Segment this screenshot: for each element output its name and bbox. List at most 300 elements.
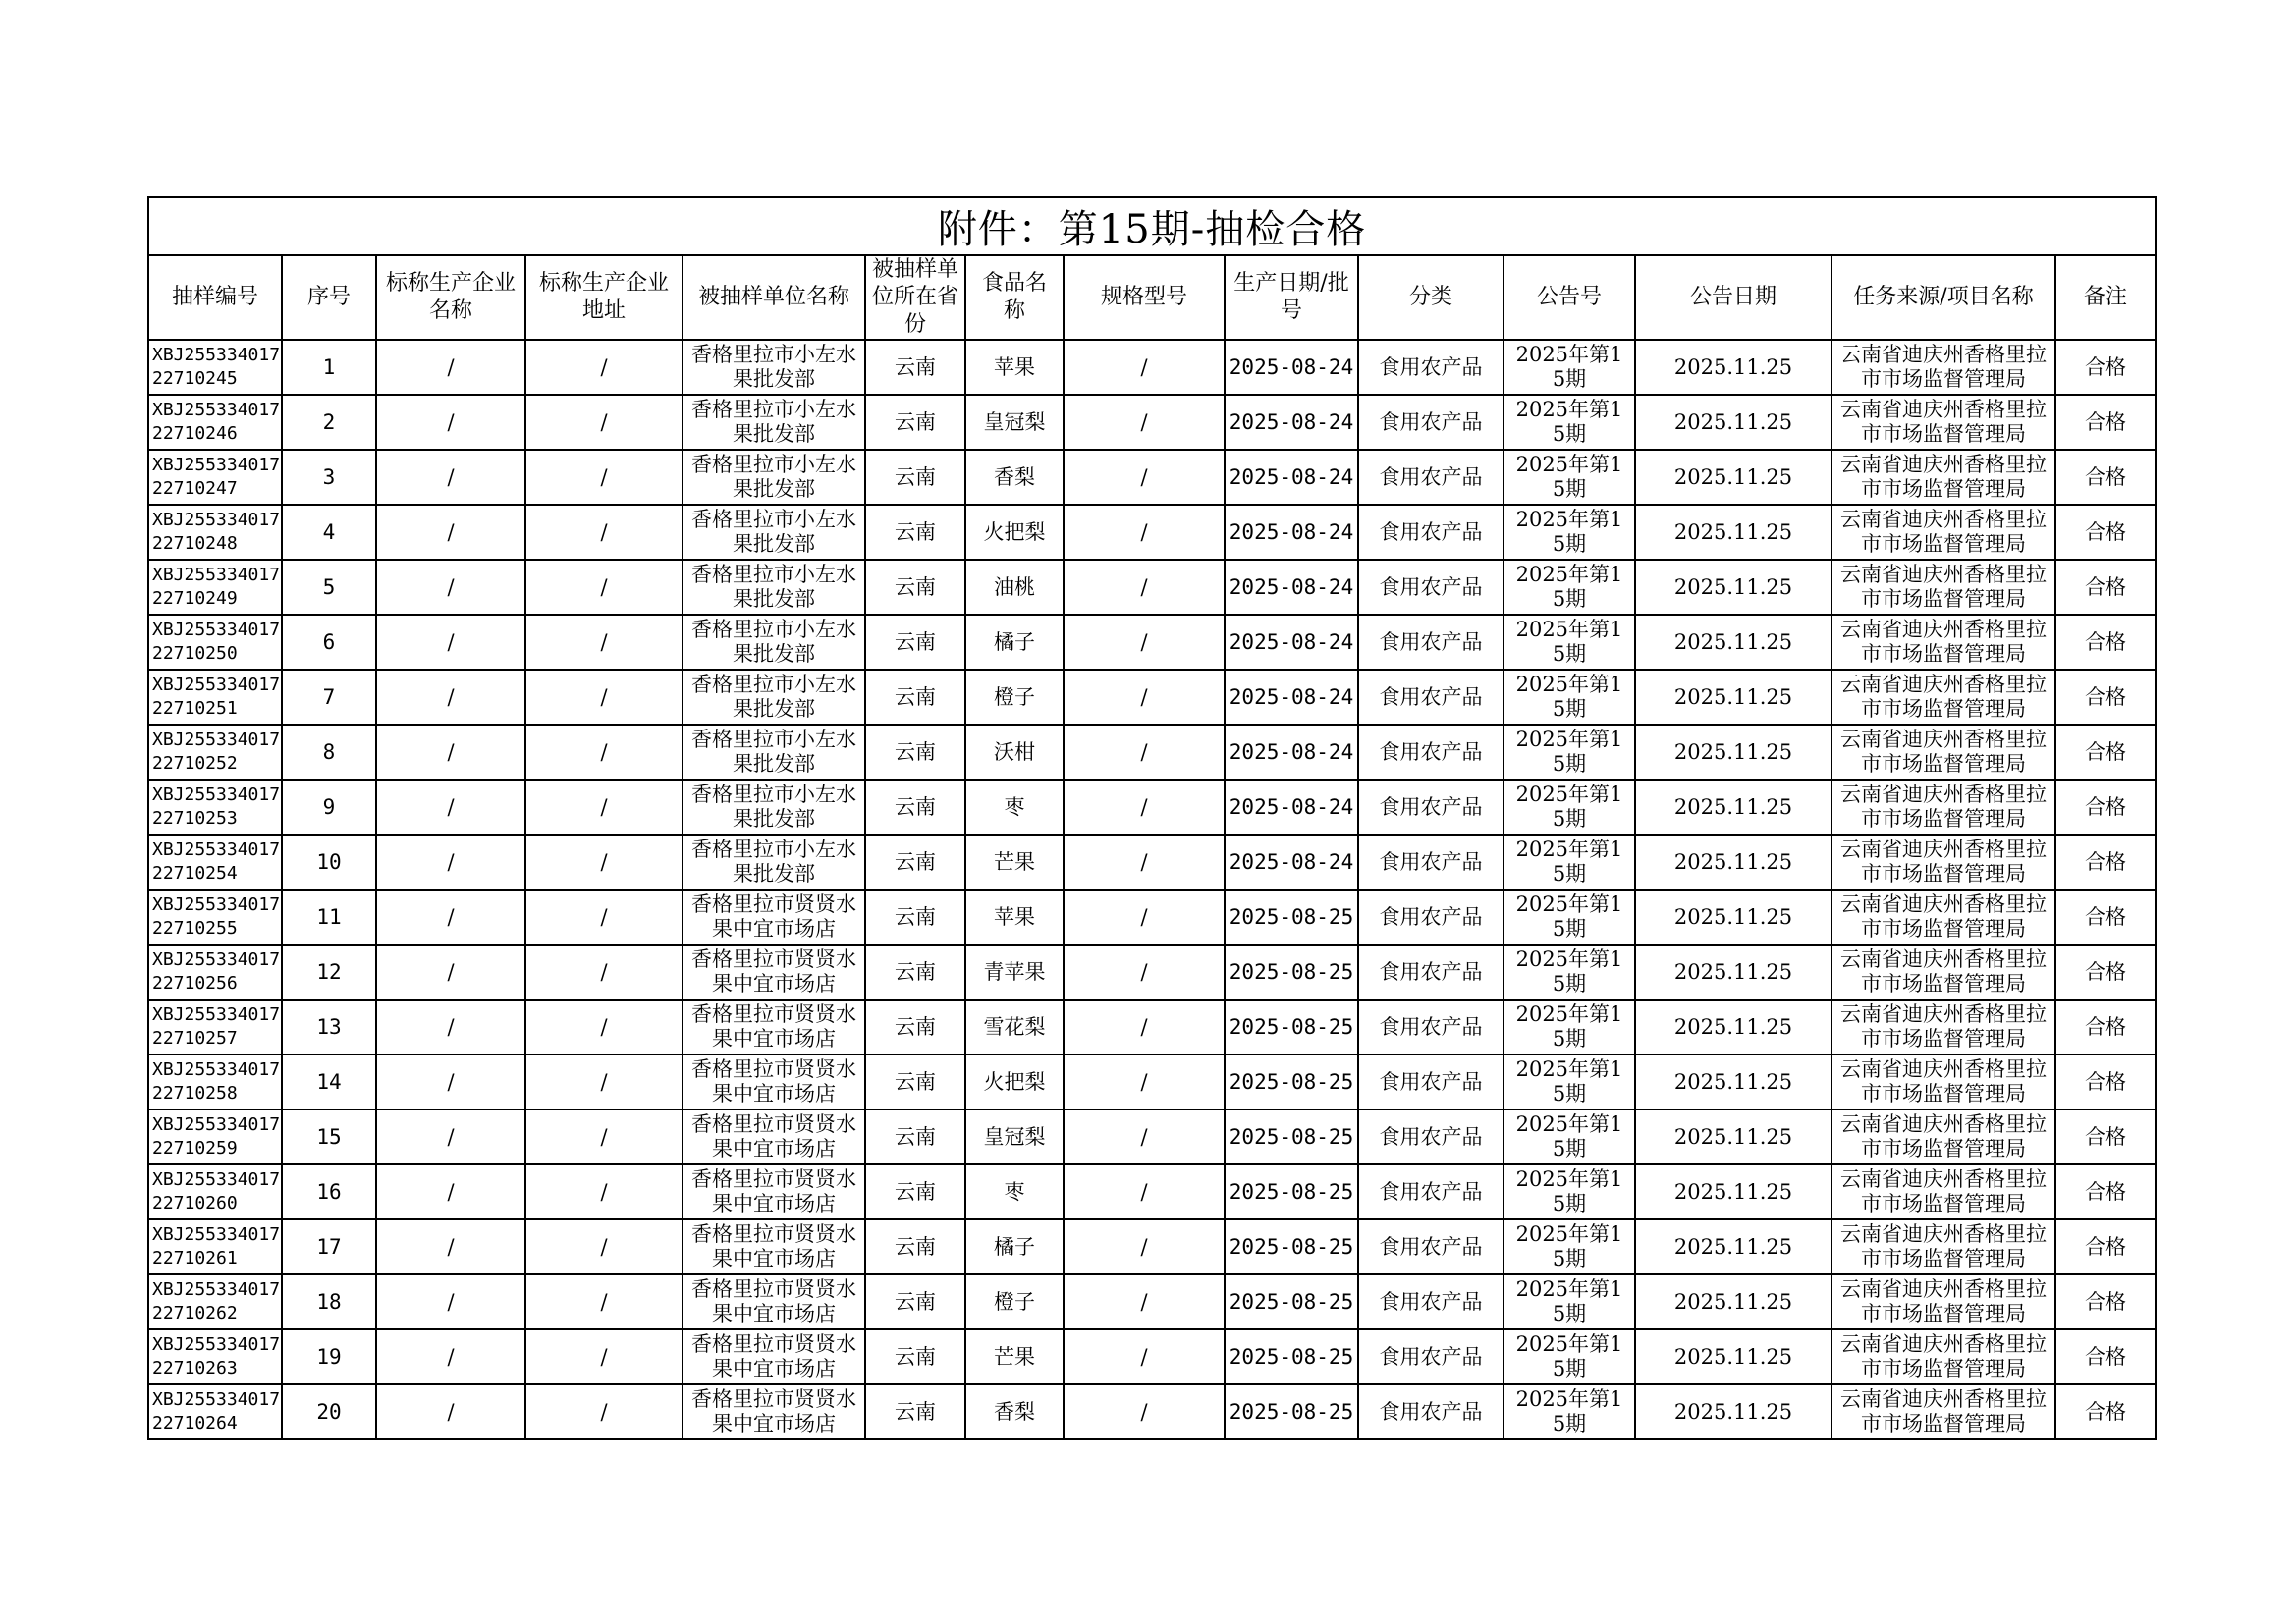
production-date-cell: 2025-08-24 [1225, 395, 1358, 450]
spec-cell: / [1064, 1000, 1225, 1055]
food-name-cell: 芒果 [965, 1329, 1064, 1384]
sampled-unit-cell: 香格里拉市贤贤水果中宜市场店 [683, 1274, 865, 1329]
seq-cell: 3 [282, 450, 376, 505]
spec-cell: / [1064, 1384, 1225, 1439]
province-cell: 云南 [865, 1109, 965, 1164]
province-cell: 云南 [865, 1274, 965, 1329]
sampled-unit-cell: 香格里拉市贤贤水果中宜市场店 [683, 1109, 865, 1164]
food-name-cell: 芒果 [965, 835, 1064, 890]
mfr-name-cell: / [376, 1384, 525, 1439]
seq-cell: 4 [282, 505, 376, 560]
table-row [148, 725, 2156, 780]
table-row [148, 1109, 2156, 1164]
mfr-name-cell: / [376, 780, 525, 835]
notice-no-cell: 2025年第15期 [1503, 1000, 1635, 1055]
sample-code-cell: XBJ25533401722710249 [148, 560, 282, 615]
mfr-address-cell: / [525, 780, 683, 835]
category-cell: 食用农产品 [1358, 945, 1503, 1000]
production-date-cell: 2025-08-24 [1225, 615, 1358, 670]
food-name-cell: 青苹果 [965, 945, 1064, 1000]
task-source-cell: 云南省迪庆州香格里拉市市场监督管理局 [1831, 835, 2055, 890]
spec-cell: / [1064, 395, 1225, 450]
spec-cell: / [1064, 340, 1225, 395]
production-date-cell: 2025-08-24 [1225, 670, 1358, 725]
province-cell: 云南 [865, 340, 965, 395]
spec-cell: / [1064, 1329, 1225, 1384]
table-row [148, 670, 2156, 725]
notice-no-cell: 2025年第15期 [1503, 835, 1635, 890]
task-source-cell: 云南省迪庆州香格里拉市市场监督管理局 [1831, 1000, 2055, 1055]
task-source-cell: 云南省迪庆州香格里拉市市场监督管理局 [1831, 945, 2055, 1000]
sampled-unit-cell: 香格里拉市贤贤水果中宜市场店 [683, 1219, 865, 1274]
category-cell: 食用农产品 [1358, 1164, 1503, 1219]
mfr-address-cell: / [525, 1384, 683, 1439]
header-task-source: 任务来源/项目名称 [1831, 255, 2055, 340]
mfr-address-cell: / [525, 835, 683, 890]
seq-cell: 16 [282, 1164, 376, 1219]
notice-no-cell: 2025年第15期 [1503, 780, 1635, 835]
sample-code-cell: XBJ25533401722710257 [148, 1000, 282, 1055]
category-cell: 食用农产品 [1358, 615, 1503, 670]
food-name-cell: 橘子 [965, 1219, 1064, 1274]
task-source-cell: 云南省迪庆州香格里拉市市场监督管理局 [1831, 890, 2055, 945]
notice-date-cell: 2025.11.25 [1635, 780, 1831, 835]
category-cell: 食用农产品 [1358, 1274, 1503, 1329]
seq-cell: 1 [282, 340, 376, 395]
table-row [148, 1329, 2156, 1384]
table-row [148, 1219, 2156, 1274]
notice-date-cell: 2025.11.25 [1635, 340, 1831, 395]
category-cell: 食用农产品 [1358, 395, 1503, 450]
spec-cell: / [1064, 450, 1225, 505]
remark-cell: 合格 [2055, 945, 2156, 1000]
remark-cell: 合格 [2055, 1219, 2156, 1274]
sampled-unit-cell: 香格里拉市贤贤水果中宜市场店 [683, 1055, 865, 1109]
notice-date-cell: 2025.11.25 [1635, 1000, 1831, 1055]
seq-cell: 7 [282, 670, 376, 725]
task-source-cell: 云南省迪庆州香格里拉市市场监督管理局 [1831, 1219, 2055, 1274]
category-cell: 食用农产品 [1358, 340, 1503, 395]
food-name-cell: 枣 [965, 780, 1064, 835]
production-date-cell: 2025-08-24 [1225, 725, 1358, 780]
province-cell: 云南 [865, 450, 965, 505]
remark-cell: 合格 [2055, 1384, 2156, 1439]
header-production-date: 生产日期/批号 [1225, 255, 1358, 340]
task-source-cell: 云南省迪庆州香格里拉市市场监督管理局 [1831, 340, 2055, 395]
spec-cell: / [1064, 1109, 1225, 1164]
category-cell: 食用农产品 [1358, 450, 1503, 505]
sample-code-cell: XBJ25533401722710255 [148, 890, 282, 945]
sampled-unit-cell: 香格里拉市贤贤水果中宜市场店 [683, 945, 865, 1000]
province-cell: 云南 [865, 1000, 965, 1055]
province-cell: 云南 [865, 725, 965, 780]
province-cell: 云南 [865, 835, 965, 890]
mfr-address-cell: / [525, 1000, 683, 1055]
seq-cell: 15 [282, 1109, 376, 1164]
remark-cell: 合格 [2055, 1055, 2156, 1109]
spec-cell: / [1064, 1055, 1225, 1109]
sample-code-cell: XBJ25533401722710260 [148, 1164, 282, 1219]
spec-cell: / [1064, 1164, 1225, 1219]
remark-cell: 合格 [2055, 560, 2156, 615]
notice-date-cell: 2025.11.25 [1635, 1274, 1831, 1329]
mfr-address-cell: / [525, 1219, 683, 1274]
spec-cell: / [1064, 890, 1225, 945]
mfr-address-cell: / [525, 560, 683, 615]
province-cell: 云南 [865, 1329, 965, 1384]
mfr-address-cell: / [525, 1109, 683, 1164]
task-source-cell: 云南省迪庆州香格里拉市市场监督管理局 [1831, 615, 2055, 670]
food-name-cell: 雪花梨 [965, 1000, 1064, 1055]
notice-date-cell: 2025.11.25 [1635, 945, 1831, 1000]
remark-cell: 合格 [2055, 340, 2156, 395]
header-notice-no: 公告号 [1503, 255, 1635, 340]
mfr-address-cell: / [525, 1164, 683, 1219]
production-date-cell: 2025-08-25 [1225, 1055, 1358, 1109]
category-cell: 食用农产品 [1358, 1219, 1503, 1274]
food-name-cell: 橙子 [965, 1274, 1064, 1329]
remark-cell: 合格 [2055, 395, 2156, 450]
notice-no-cell: 2025年第15期 [1503, 505, 1635, 560]
table-row [148, 395, 2156, 450]
sampled-unit-cell: 香格里拉市贤贤水果中宜市场店 [683, 1000, 865, 1055]
notice-no-cell: 2025年第15期 [1503, 1219, 1635, 1274]
spec-cell: / [1064, 945, 1225, 1000]
remark-cell: 合格 [2055, 450, 2156, 505]
remark-cell: 合格 [2055, 670, 2156, 725]
category-cell: 食用农产品 [1358, 1055, 1503, 1109]
province-cell: 云南 [865, 945, 965, 1000]
province-cell: 云南 [865, 1164, 965, 1219]
task-source-cell: 云南省迪庆州香格里拉市市场监督管理局 [1831, 1109, 2055, 1164]
table-row [148, 1000, 2156, 1055]
notice-no-cell: 2025年第15期 [1503, 340, 1635, 395]
production-date-cell: 2025-08-24 [1225, 450, 1358, 505]
spec-cell: / [1064, 615, 1225, 670]
spec-cell: / [1064, 725, 1225, 780]
notice-no-cell: 2025年第15期 [1503, 945, 1635, 1000]
sample-code-cell: XBJ25533401722710259 [148, 1109, 282, 1164]
remark-cell: 合格 [2055, 1109, 2156, 1164]
food-name-cell: 火把梨 [965, 1055, 1064, 1109]
province-cell: 云南 [865, 780, 965, 835]
task-source-cell: 云南省迪庆州香格里拉市市场监督管理局 [1831, 450, 2055, 505]
notice-date-cell: 2025.11.25 [1635, 1219, 1831, 1274]
table-body [148, 340, 2156, 1439]
table-row [148, 560, 2156, 615]
notice-date-cell: 2025.11.25 [1635, 615, 1831, 670]
notice-date-cell: 2025.11.25 [1635, 1109, 1831, 1164]
sampled-unit-cell: 香格里拉市小左水果批发部 [683, 835, 865, 890]
sample-code-cell: XBJ25533401722710250 [148, 615, 282, 670]
category-cell: 食用农产品 [1358, 505, 1503, 560]
notice-date-cell: 2025.11.25 [1635, 1329, 1831, 1384]
seq-cell: 14 [282, 1055, 376, 1109]
notice-date-cell: 2025.11.25 [1635, 725, 1831, 780]
province-cell: 云南 [865, 1219, 965, 1274]
mfr-name-cell: / [376, 1274, 525, 1329]
food-name-cell: 沃柑 [965, 725, 1064, 780]
sample-code-cell: XBJ25533401722710264 [148, 1384, 282, 1439]
sample-code-cell: XBJ25533401722710246 [148, 395, 282, 450]
notice-no-cell: 2025年第15期 [1503, 1109, 1635, 1164]
production-date-cell: 2025-08-24 [1225, 505, 1358, 560]
task-source-cell: 云南省迪庆州香格里拉市市场监督管理局 [1831, 1055, 2055, 1109]
mfr-name-cell: / [376, 835, 525, 890]
mfr-address-cell: / [525, 725, 683, 780]
seq-cell: 8 [282, 725, 376, 780]
province-cell: 云南 [865, 890, 965, 945]
sampled-unit-cell: 香格里拉市小左水果批发部 [683, 395, 865, 450]
food-name-cell: 油桃 [965, 560, 1064, 615]
mfr-name-cell: / [376, 450, 525, 505]
task-source-cell: 云南省迪庆州香格里拉市市场监督管理局 [1831, 725, 2055, 780]
sampled-unit-cell: 香格里拉市贤贤水果中宜市场店 [683, 1384, 865, 1439]
table-row [148, 340, 2156, 395]
notice-date-cell: 2025.11.25 [1635, 835, 1831, 890]
table-row [148, 890, 2156, 945]
province-cell: 云南 [865, 560, 965, 615]
mfr-address-cell: / [525, 615, 683, 670]
seq-cell: 6 [282, 615, 376, 670]
task-source-cell: 云南省迪庆州香格里拉市市场监督管理局 [1831, 780, 2055, 835]
header-province: 被抽样单位所在省份 [865, 255, 965, 340]
category-cell: 食用农产品 [1358, 670, 1503, 725]
spec-cell: / [1064, 780, 1225, 835]
production-date-cell: 2025-08-25 [1225, 1109, 1358, 1164]
seq-cell: 20 [282, 1384, 376, 1439]
seq-cell: 11 [282, 890, 376, 945]
province-cell: 云南 [865, 670, 965, 725]
notice-no-cell: 2025年第15期 [1503, 615, 1635, 670]
sample-code-cell: XBJ25533401722710252 [148, 725, 282, 780]
mfr-name-cell: / [376, 890, 525, 945]
production-date-cell: 2025-08-24 [1225, 780, 1358, 835]
sample-code-cell: XBJ25533401722710253 [148, 780, 282, 835]
notice-no-cell: 2025年第15期 [1503, 1329, 1635, 1384]
sampled-unit-cell: 香格里拉市小左水果批发部 [683, 560, 865, 615]
food-name-cell: 香梨 [965, 450, 1064, 505]
production-date-cell: 2025-08-25 [1225, 890, 1358, 945]
sample-code-cell: XBJ25533401722710261 [148, 1219, 282, 1274]
production-date-cell: 2025-08-25 [1225, 945, 1358, 1000]
table-row [148, 615, 2156, 670]
inspection-results-table [147, 196, 2157, 1440]
sampled-unit-cell: 香格里拉市小左水果批发部 [683, 725, 865, 780]
table-row [148, 1274, 2156, 1329]
notice-date-cell: 2025.11.25 [1635, 670, 1831, 725]
seq-cell: 12 [282, 945, 376, 1000]
sampled-unit-cell: 香格里拉市贤贤水果中宜市场店 [683, 1329, 865, 1384]
table-row [148, 1055, 2156, 1109]
table-row [148, 780, 2156, 835]
header-notice-date: 公告日期 [1635, 255, 1831, 340]
sample-code-cell: XBJ25533401722710248 [148, 505, 282, 560]
food-name-cell: 皇冠梨 [965, 395, 1064, 450]
notice-no-cell: 2025年第15期 [1503, 725, 1635, 780]
table-row [148, 505, 2156, 560]
mfr-address-cell: / [525, 1274, 683, 1329]
seq-cell: 18 [282, 1274, 376, 1329]
notice-date-cell: 2025.11.25 [1635, 890, 1831, 945]
category-cell: 食用农产品 [1358, 1000, 1503, 1055]
sampled-unit-cell: 香格里拉市小左水果批发部 [683, 615, 865, 670]
table-row [148, 1164, 2156, 1219]
notice-no-cell: 2025年第15期 [1503, 1055, 1635, 1109]
remark-cell: 合格 [2055, 615, 2156, 670]
task-source-cell: 云南省迪庆州香格里拉市市场监督管理局 [1831, 1274, 2055, 1329]
seq-cell: 10 [282, 835, 376, 890]
mfr-name-cell: / [376, 1055, 525, 1109]
sampled-unit-cell: 香格里拉市小左水果批发部 [683, 505, 865, 560]
mfr-name-cell: / [376, 560, 525, 615]
header-sampled-unit: 被抽样单位名称 [683, 255, 865, 340]
mfr-name-cell: / [376, 945, 525, 1000]
food-name-cell: 枣 [965, 1164, 1064, 1219]
food-name-cell: 橙子 [965, 670, 1064, 725]
category-cell: 食用农产品 [1358, 1109, 1503, 1164]
sample-code-cell: XBJ25533401722710263 [148, 1329, 282, 1384]
notice-no-cell: 2025年第15期 [1503, 670, 1635, 725]
remark-cell: 合格 [2055, 890, 2156, 945]
production-date-cell: 2025-08-25 [1225, 1219, 1358, 1274]
seq-cell: 19 [282, 1329, 376, 1384]
task-source-cell: 云南省迪庆州香格里拉市市场监督管理局 [1831, 670, 2055, 725]
production-date-cell: 2025-08-24 [1225, 340, 1358, 395]
remark-cell: 合格 [2055, 725, 2156, 780]
sample-code-cell: XBJ25533401722710245 [148, 340, 282, 395]
production-date-cell: 2025-08-25 [1225, 1274, 1358, 1329]
category-cell: 食用农产品 [1358, 835, 1503, 890]
remark-cell: 合格 [2055, 835, 2156, 890]
document-title: 附件：第15期-抽检合格 [148, 197, 2156, 255]
sample-code-cell: XBJ25533401722710254 [148, 835, 282, 890]
header-mfr-address: 标称生产企业地址 [525, 255, 683, 340]
province-cell: 云南 [865, 395, 965, 450]
task-source-cell: 云南省迪庆州香格里拉市市场监督管理局 [1831, 1384, 2055, 1439]
mfr-name-cell: / [376, 615, 525, 670]
food-name-cell: 苹果 [965, 890, 1064, 945]
sampled-unit-cell: 香格里拉市小左水果批发部 [683, 780, 865, 835]
header-category: 分类 [1358, 255, 1503, 340]
task-source-cell: 云南省迪庆州香格里拉市市场监督管理局 [1831, 505, 2055, 560]
category-cell: 食用农产品 [1358, 890, 1503, 945]
notice-no-cell: 2025年第15期 [1503, 1384, 1635, 1439]
notice-no-cell: 2025年第15期 [1503, 1274, 1635, 1329]
remark-cell: 合格 [2055, 505, 2156, 560]
category-cell: 食用农产品 [1358, 1329, 1503, 1384]
sampled-unit-cell: 香格里拉市小左水果批发部 [683, 340, 865, 395]
spec-cell: / [1064, 560, 1225, 615]
province-cell: 云南 [865, 1055, 965, 1109]
notice-no-cell: 2025年第15期 [1503, 560, 1635, 615]
mfr-address-cell: / [525, 1055, 683, 1109]
task-source-cell: 云南省迪庆州香格里拉市市场监督管理局 [1831, 395, 2055, 450]
mfr-name-cell: / [376, 1219, 525, 1274]
mfr-address-cell: / [525, 890, 683, 945]
notice-no-cell: 2025年第15期 [1503, 395, 1635, 450]
mfr-address-cell: / [525, 450, 683, 505]
notice-date-cell: 2025.11.25 [1635, 560, 1831, 615]
mfr-name-cell: / [376, 395, 525, 450]
header-spec: 规格型号 [1064, 255, 1225, 340]
mfr-address-cell: / [525, 340, 683, 395]
food-name-cell: 橘子 [965, 615, 1064, 670]
remark-cell: 合格 [2055, 1164, 2156, 1219]
spec-cell: / [1064, 670, 1225, 725]
header-food-name: 食品名称 [965, 255, 1064, 340]
mfr-address-cell: / [525, 945, 683, 1000]
task-source-cell: 云南省迪庆州香格里拉市市场监督管理局 [1831, 1164, 2055, 1219]
header-mfr-name: 标称生产企业名称 [376, 255, 525, 340]
mfr-name-cell: / [376, 725, 525, 780]
mfr-address-cell: / [525, 505, 683, 560]
seq-cell: 17 [282, 1219, 376, 1274]
mfr-address-cell: / [525, 1329, 683, 1384]
category-cell: 食用农产品 [1358, 780, 1503, 835]
mfr-name-cell: / [376, 670, 525, 725]
mfr-address-cell: / [525, 670, 683, 725]
seq-cell: 5 [282, 560, 376, 615]
seq-cell: 9 [282, 780, 376, 835]
sampled-unit-cell: 香格里拉市贤贤水果中宜市场店 [683, 890, 865, 945]
production-date-cell: 2025-08-25 [1225, 1164, 1358, 1219]
notice-date-cell: 2025.11.25 [1635, 450, 1831, 505]
spec-cell: / [1064, 505, 1225, 560]
province-cell: 云南 [865, 505, 965, 560]
mfr-address-cell: / [525, 395, 683, 450]
notice-date-cell: 2025.11.25 [1635, 1055, 1831, 1109]
seq-cell: 2 [282, 395, 376, 450]
province-cell: 云南 [865, 615, 965, 670]
food-name-cell: 皇冠梨 [965, 1109, 1064, 1164]
mfr-name-cell: / [376, 1329, 525, 1384]
food-name-cell: 香梨 [965, 1384, 1064, 1439]
sample-code-cell: XBJ25533401722710251 [148, 670, 282, 725]
sample-code-cell: XBJ25533401722710258 [148, 1055, 282, 1109]
sampled-unit-cell: 香格里拉市小左水果批发部 [683, 450, 865, 505]
production-date-cell: 2025-08-24 [1225, 560, 1358, 615]
mfr-name-cell: / [376, 340, 525, 395]
notice-no-cell: 2025年第15期 [1503, 890, 1635, 945]
header-remark: 备注 [2055, 255, 2156, 340]
mfr-name-cell: / [376, 1164, 525, 1219]
column-header-row [148, 255, 2156, 340]
mfr-name-cell: / [376, 505, 525, 560]
header-sample-code: 抽样编号 [148, 255, 282, 340]
header-seq: 序号 [282, 255, 376, 340]
spec-cell: / [1064, 1219, 1225, 1274]
category-cell: 食用农产品 [1358, 725, 1503, 780]
spec-cell: / [1064, 1274, 1225, 1329]
table-row [148, 945, 2156, 1000]
notice-no-cell: 2025年第15期 [1503, 1164, 1635, 1219]
food-name-cell: 苹果 [965, 340, 1064, 395]
notice-date-cell: 2025.11.25 [1635, 1164, 1831, 1219]
spec-cell: / [1064, 835, 1225, 890]
mfr-name-cell: / [376, 1109, 525, 1164]
task-source-cell: 云南省迪庆州香格里拉市市场监督管理局 [1831, 1329, 2055, 1384]
food-name-cell: 火把梨 [965, 505, 1064, 560]
production-date-cell: 2025-08-25 [1225, 1329, 1358, 1384]
remark-cell: 合格 [2055, 1274, 2156, 1329]
remark-cell: 合格 [2055, 1329, 2156, 1384]
mfr-name-cell: / [376, 1000, 525, 1055]
production-date-cell: 2025-08-25 [1225, 1000, 1358, 1055]
table-row [148, 1384, 2156, 1439]
sampled-unit-cell: 香格里拉市小左水果批发部 [683, 670, 865, 725]
province-cell: 云南 [865, 1384, 965, 1439]
